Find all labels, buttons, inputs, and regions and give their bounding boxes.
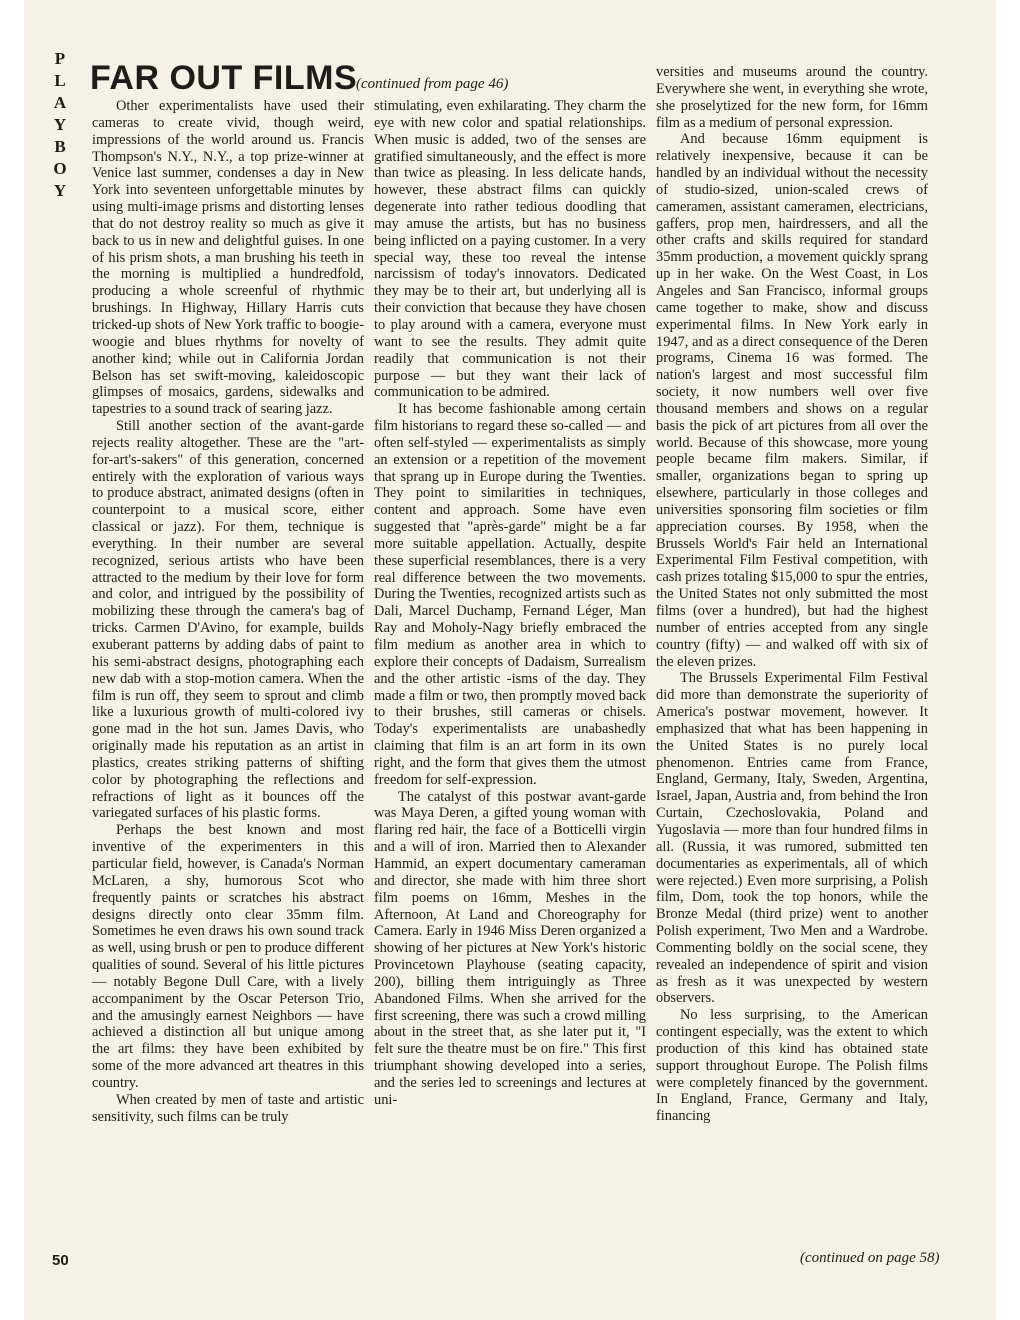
article-paragraph: Still another section of the avant-garde rejects reality altogether. These are the "art-for-art's-sakers" of this generation, concerned entirely with the exploration of various ways to produce abstract, animated designs (often in counterpoint to a musical score, either classical or jazz). For them, technique is everything. In their number are several recognized, serious artists who have been attracted to the medium by their love for form and color, and intrigued by the possibility of mobilizing these through the camera's bag of tricks. Carmen D'Avino, for example, builds exuberant patterns by adding dabs of paint to his semi-abstract designs, photographing each new dab with a stop-motion camera. When the film is run off, they seem to sprout and climb like a luxurious growth of multi-colored ivy gone mad in the hot sun. James Davis, who originally made his reputation as an artist in plastics, creates striking patterns of shifting color by photographing the reflections and refractions of light as it bounces off the variegated surfaces of his plastic forms. xyxy=(92,418,364,822)
article-headline: FAR OUT FILMS xyxy=(90,59,358,97)
magazine-name-letter: A xyxy=(53,93,67,112)
article-paragraph: The catalyst of this postwar avant-garde was Maya Deren, a gifted young woman with flaring red hair, the face of a Botticelli virgin and a will of iron. Married then to Alexander Hammid, an expert documentary cameraman and director, she made with him three short film poems on 16mm, Meshes in the Afternoon, At Land and Choreography for Camera. Early in 1946 Miss Deren organized a showing of her pictures at New York's historic Provincetown Playhouse (seating capacity, 200), billing them intriguingly as Three Abandoned Films. When she arrived for the first screening, there was such a crowd milling about in the street that, as she later put it, "I felt sure the theatre must be on fire." This first triumphant showing developed into a series, and the series led to screenings and lectures at uni- xyxy=(374,788,646,1108)
continued-from-note: (continued from page 46) xyxy=(356,76,509,92)
page-number: 50 xyxy=(52,1252,69,1269)
article-paragraph: versities and museums around the country. Everywhere she went, in everything she wrote, she proselytized for the new form, for 16mm film as a medium of personal expression. xyxy=(656,64,928,131)
text-column-3 xyxy=(656,64,928,1125)
article-paragraph: When created by men of taste and artistic sensitivity, such films can be truly xyxy=(92,1091,364,1125)
magazine-name-letter: Y xyxy=(53,115,67,134)
magazine-name-letter: L xyxy=(54,71,66,90)
article-paragraph: And because 16mm equipment is relatively inexpensive, because it can be handled by an individual without the necessity of studio-sized, union-scaled crews of cameramen, assistant cameramen, electricians, gaffers, prop men, hairdressers, and all the other crafts and skills required for standard 35mm production, a movement quickly sprang up in her wake. On the West Coast, in Los Angeles and San Francisco, informal groups came together to make, show and discuss experimental films. In New York early in 1947, and as a direct consequence of the Deren programs, Cinema 16 was formed. The nation's largest and most successful film society, it now numbers well over five thousand members and shows on a regular basis the pick of art pictures from all over the world. Because of this showcase, more young people became film makers. Similar, if smaller, organizations began to spring up elsewhere, particularly in those colleges and universities sponsoring film societies or film appreciation courses. By 1958, when the Brussels World's Fair held an International Experimental Film Festival competition, with cash prizes totaling $15,000 to spur the entries, the United States not only submitted the most films (over a hundred), but had the highest number of entries accepted from any single country (fifty) — and walked off with six of the eleven prizes. xyxy=(656,131,928,670)
magazine-name-letter: Y xyxy=(53,181,67,200)
article-paragraph: Other experimentalists have used their cameras to create vivid, though weird, impressions of the world around us. Francis Thompson's N.Y., N.Y., a top prize-winner at Venice last summer, condenses a day in New York into seventeen unforgettable minutes by using multi-image prisms and distorting lenses that do not destroy reality so much as give it back to us in new and delightful guises. In one of his prism shots, a man brushing his teeth in the morning is multiplied a hundredfold, producing a whole screenful of rhythmic brushings. In Highway, Hillary Harris cuts tricked-up shots of New York traffic to boogie-woogie and blues rhythms for novelty of another kind; while out in California Jordan Belson has set swift-moving, kaleidoscopic glimpses of mosaics, gardens, sidewalks and tapestries to a sound track of searing jazz. xyxy=(92,98,364,418)
text-column-1 xyxy=(92,98,364,1125)
magazine-name-letter: B xyxy=(54,137,66,156)
magazine-name-letter: O xyxy=(53,159,67,178)
magazine-page xyxy=(24,0,996,1320)
article-paragraph: stimulating, even exhilarating. They charm the eye with new color and spatial relationships. When music is added, two of the senses are gratified simultaneously, and the effect is more than twice as pleasing. In less delicate hands, however, these abstract films can quickly degenerate into rather tedious doodling that may amuse the artists, but has no business being inflicted on a paying customer. In a very special way, these too reveal the intense narcissism of today's innovators. Dedicated they may be to their art, but underlying all is their conviction that because they have chosen to play around with a camera, everyone must want to see the results. They admit quite readily that communication is not their purpose — but they want their lack of communication to be admired. xyxy=(374,98,646,401)
magazine-name-letter: P xyxy=(54,49,66,68)
text-column-2 xyxy=(374,98,646,1109)
article-paragraph: Perhaps the best known and most inventive of the experimenters in this particular field, however, is Canada's Norman McLaren, a shy, humorous Scot who frequently paints or scratches his abstract designs directly onto clear 35mm film. Sometimes he even draws his own sound track as well, using brush or pen to produce different qualities of sound. Several of his little pictures — notably Begone Dull Care, with a lively accompaniment by the Oscar Peterson Trio, and the amusingly earnest Neighbors — have achieved a distinction all but unique among the art films: they have been exhibited by some of the more advanced art theatres in this country. xyxy=(92,822,364,1091)
continued-on-note: (continued on page 58) xyxy=(800,1250,940,1266)
magazine-name-vertical xyxy=(46,48,74,202)
article-paragraph: It has become fashionable among certain film historians to regard these so-called — and often self-styled — experimentalists as simply an extension or a repetition of the movement that sprang up in Europe during the Twenties. They point to similarities in techniques, content and approach. Some have even suggested that "après-garde" might be a far more suitable appellation. Actually, despite these superficial resemblances, there is a very real difference between the two movements. During the Twenties, recognized artists such as Dali, Marcel Duchamp, Fernand Léger, Man Ray and Moholy-Nagy briefly embraced the film medium as another area in which to explore their concepts of Dadaism, Surrealism and the other artistic -isms of the day. They made a film or two, then promptly moved back to their brushes, still cameras or chisels. Today's experimentalists are unabashedly claiming that film is an art form in its own right, and the form that gives them the utmost freedom for self-expression. xyxy=(374,401,646,788)
article-paragraph: The Brussels Experimental Film Festival did more than demonstrate the superiority of America's postwar movement, however. It emphasized that what has been happening in the United States is no purely local phenomenon. Entries came from France, England, Germany, Italy, Sweden, Argentina, Israel, Japan, Austria and, from behind the Iron Curtain, Czechoslovakia, Poland and Yugoslavia — more than four hundred films in all. (Russia, it was rumored, submitted ten documentaries as experimentals, all of which were rejected.) Even more surprising, a Polish film, Dom, took the top honors, while the Bronze Medal (third prize) went to another Polish experiment, Two Men and a Wardrobe. Commenting boldly on the social scene, they revealed an independence of spirit and vision as fresh as it was unexpected by western observers. xyxy=(656,670,928,1007)
article-paragraph: No less surprising, to the American contingent especially, was the extent to which production of this kind has obtained state support throughout Europe. The Polish films were completely financed by the government. In England, France, Germany and Italy, financing xyxy=(656,1007,928,1125)
